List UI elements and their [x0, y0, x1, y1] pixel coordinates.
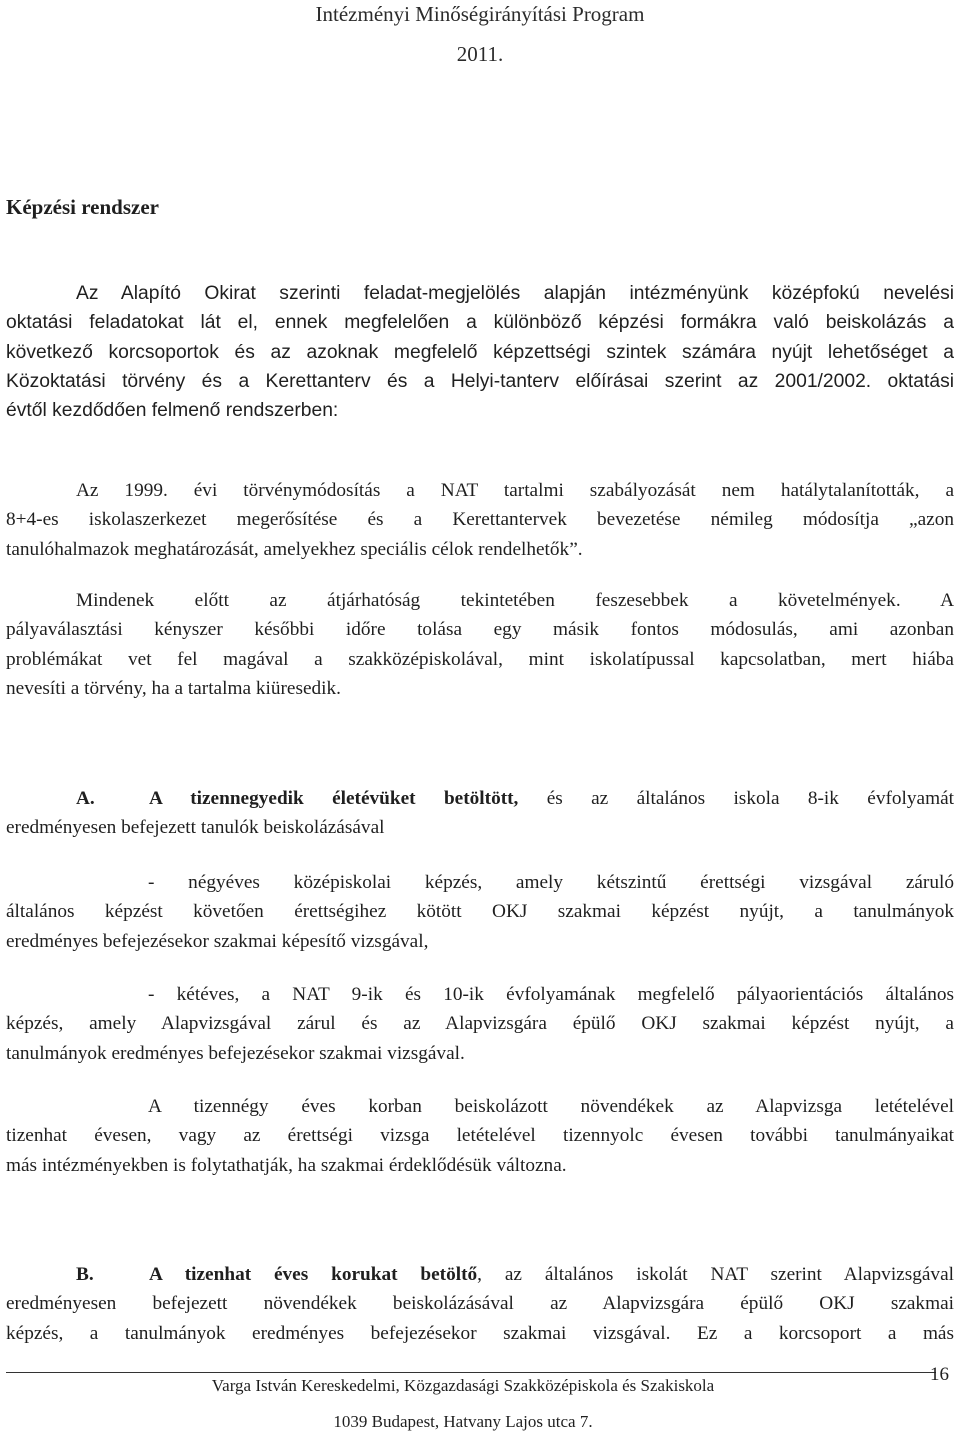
bullet-line: képzés, amely Alapvizsgával zárul és az Alapvizsgára épülő OKJ szakmai képzést nyújt, a: [6, 1013, 954, 1035]
paragraph-line: nevesíti a törvény, ha a tartalma kiüresedik.: [6, 677, 341, 699]
section-b-line: [6, 1260, 954, 1289]
footer-address: 1039 Budapest, Hatvany Lajos utca 7.: [333, 1412, 593, 1431]
paragraph-tizennegy: [6, 1092, 954, 1180]
section-a: [6, 784, 954, 843]
paragraph-line: pályaválasztási kényszer későbbi időre tolása egy másik fontos módosulás, ami azonban: [6, 619, 954, 641]
bullet-line: általános képzést követően érettségihez kötött OKJ szakmai képzést nyújt, a tanulmányok: [6, 901, 954, 923]
header-title: Intézményi Minőségirányítási Program: [315, 2, 645, 26]
section-b-label: B.: [76, 1264, 94, 1285]
section-title: Képzési rendszer: [6, 195, 159, 219]
paragraph-line: tanulóhalmazok meghatározását, amelyekhez speciális célok rendelhetők”.: [6, 538, 583, 560]
bullet-line: tanulmányok eredményes befejezésekor szakmai vizsgával.: [6, 1042, 465, 1064]
section-a-line: eredményesen befejezett tanulók beiskolázásával: [6, 817, 385, 839]
section-b-line: képzés, a tanulmányok eredményes befejezésekor szakmai vizsgával. Ez a korcsoport a más: [6, 1322, 954, 1344]
section-b-rest: , az általános iskolát NAT szerint Alapvizsgával: [477, 1264, 954, 1285]
section-b-line: eredményesen befejezett növendékek beiskolázásával az Alapvizsgára épülő OKJ szakmai: [6, 1293, 954, 1315]
paragraph-line: problémákat vet fel magával a szakközépiskolával, mint iskolatípussal kapcsolatban, mert hiába: [6, 648, 954, 670]
section-b: [6, 1260, 954, 1348]
intro-line: oktatási feladatokat lát el, ennek megfelelően a különböző képzési formákra való beiskolázás a: [6, 312, 954, 334]
section-a-label: A.: [76, 788, 95, 809]
section-a-bold: A tizennegyedik életévüket betöltött,: [149, 788, 519, 809]
bullet-four-year: [6, 868, 954, 956]
bullet-two-year: [6, 980, 954, 1068]
intro-paragraph: [6, 279, 954, 425]
paragraph-line: Az 1999. évi törvénymódosítás a NAT tartalmi szabályozását nem hatálytalanították, a: [76, 480, 954, 501]
bullet-line: - kétéves, a NAT 9-ik és 10-ik évfolyamának megfelelő pályaorientációs általános: [148, 984, 954, 1005]
page-number: 16: [930, 1364, 949, 1385]
section-b-bold: A tizenhat éves korukat betöltő: [149, 1264, 478, 1285]
paragraph-line: tizenhat évesen, vagy az érettségi vizsga letételével tizennyolc évesen további tanulmányaikat: [6, 1125, 954, 1147]
paragraph-mindenek: [6, 586, 954, 703]
paragraph-line: más intézményekben is folytathatják, ha szakmai érdeklődésük változna.: [6, 1154, 567, 1176]
paragraph-line: Mindenek előtt az átjárhatóság tekintetében feszesebbek a követelmények. A: [76, 590, 954, 611]
footer-school: Varga István Kereskedelmi, Közgazdasági Szakközépiskola és Szakiskola: [211, 1376, 715, 1395]
intro-line: Közoktatási törvény és a Kerettanterv és a Helyi-tanterv előírásai szerint az 2001/2002. oktatási: [6, 370, 954, 392]
footer-divider: [6, 1372, 936, 1373]
section-a-line: [6, 784, 954, 813]
intro-line: Az Alapító Okirat szerinti feladat-megjelölés alapján intézményünk középfokú nevelési: [76, 283, 954, 304]
paragraph-1999: [6, 476, 954, 564]
paragraph-line: 8+4-es iskolaszerkezet megerősítése és a Kerettantervek bevezetése némileg módosítja „azon: [6, 509, 954, 531]
intro-line: évtől kezdődően felmenő rendszerben:: [6, 400, 339, 422]
bullet-line: - négyéves középiskolai képzés, amely kétszintű érettségi vizsgával záruló: [148, 872, 954, 893]
header-year: 2011.: [456, 42, 504, 66]
bullet-line: eredményes befejezésekor szakmai képesítő vizsgával,: [6, 930, 429, 952]
intro-line: következő korcsoportok és az azoknak megfelelő képzettségi szintek számára nyújt lehetőséget a: [6, 341, 954, 363]
section-a-rest: és az általános iskola 8-ik évfolyamát: [518, 788, 954, 809]
paragraph-line: A tizennégy éves korban beiskolázott növendékek az Alapvizsga letételével: [148, 1096, 954, 1117]
